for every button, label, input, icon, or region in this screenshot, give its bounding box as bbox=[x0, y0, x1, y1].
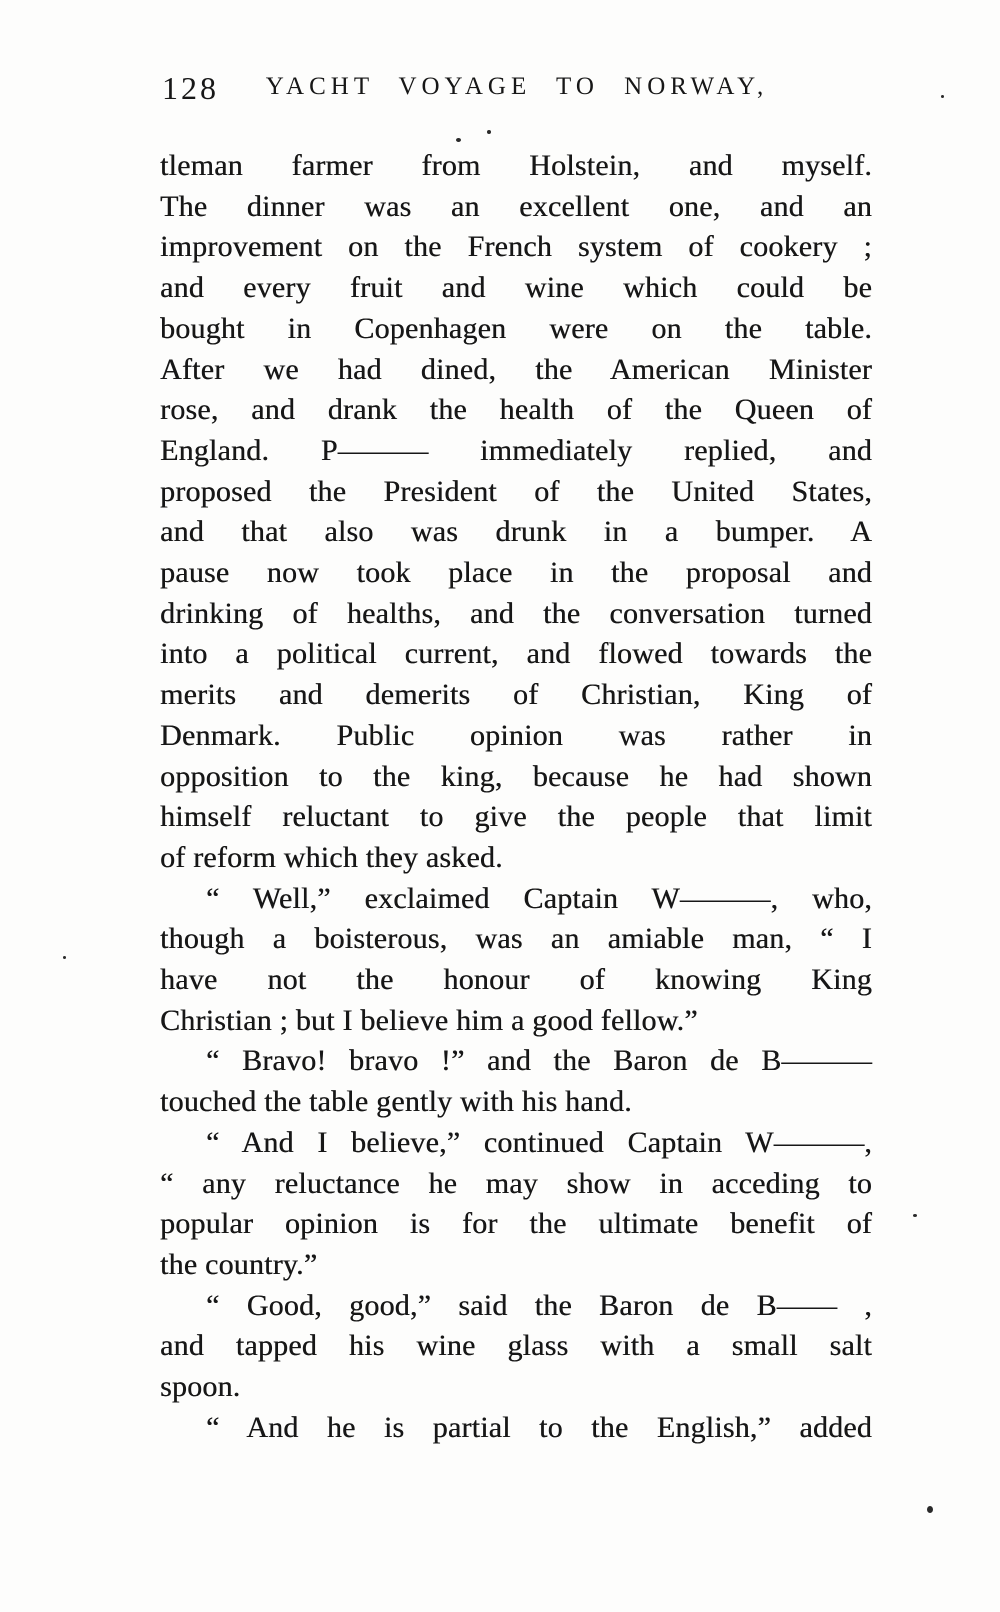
text-line: pause now took place in the proposal and bbox=[160, 556, 872, 590]
text-line: “ Well,” exclaimed Captain W———, who, bbox=[206, 881, 872, 915]
text-line: the country.” bbox=[160, 1247, 318, 1281]
text-line: and every fruit and wine which could be bbox=[160, 271, 872, 305]
text-line: “ Bravo! bravo !” and the Baron de B——— bbox=[206, 1044, 872, 1078]
text-line: “ And he is partial to the English,” added bbox=[206, 1410, 872, 1444]
text-line: England. P——— immediately replied, and bbox=[160, 433, 872, 467]
text-line: The dinner was an excellent one, and an bbox=[160, 189, 872, 223]
text-line: “ Good, good,” said the Baron de B—— , bbox=[206, 1288, 872, 1322]
text-line: rose, and drank the health of the Queen of bbox=[160, 393, 872, 427]
text-line: and that also was drunk in a bumper. A bbox=[160, 515, 872, 549]
text-line: into a political current, and flowed towards the bbox=[160, 637, 872, 671]
scan-speck bbox=[63, 956, 66, 959]
text-line: “ any reluctance he may show in acceding to bbox=[160, 1166, 872, 1200]
scan-speck bbox=[941, 95, 944, 98]
page-header bbox=[160, 70, 874, 106]
text-line: spoon. bbox=[160, 1370, 241, 1404]
scan-speck bbox=[487, 130, 491, 134]
page-body bbox=[160, 146, 872, 1449]
text-line: drinking of healths, and the conversation turned bbox=[160, 596, 872, 630]
text-line: touched the table gently with his hand. bbox=[160, 1085, 632, 1119]
scan-speck bbox=[456, 138, 461, 142]
running-title: YACHT VOYAGE TO NORWAY, bbox=[265, 73, 769, 100]
text-line: opposition to the king, because he had shown bbox=[160, 759, 872, 793]
text-line: popular opinion is for the ultimate benefit of bbox=[160, 1207, 872, 1241]
text-line: of reform which they asked. bbox=[160, 840, 503, 874]
scan-speck bbox=[927, 1506, 933, 1513]
text-line: proposed the President of the United States, bbox=[160, 474, 872, 508]
page-number: 128 bbox=[162, 70, 219, 106]
text-line: merits and demerits of Christian, King of bbox=[160, 678, 872, 712]
text-line: Denmark. Public opinion was rather in bbox=[160, 718, 872, 752]
text-line: and tapped his wine glass with a small salt bbox=[160, 1329, 872, 1363]
scan-speck bbox=[913, 1214, 917, 1217]
text-line: improvement on the French system of cookery ; bbox=[160, 230, 872, 264]
text-line: bought in Copenhagen were on the table. bbox=[160, 311, 872, 345]
text-line: Christian ; but I believe him a good fellow.” bbox=[160, 1003, 698, 1037]
text-line: himself reluctant to give the people that limit bbox=[160, 800, 872, 834]
text-line: have not the honour of knowing King bbox=[160, 963, 872, 997]
text-line: After we had dined, the American Minister bbox=[160, 352, 872, 386]
text-line: “ And I believe,” continued Captain W———, bbox=[206, 1125, 872, 1159]
text-line: tleman farmer from Holstein, and myself. bbox=[160, 149, 872, 182]
text-line: though a boisterous, was an amiable man, “ I bbox=[160, 922, 872, 956]
